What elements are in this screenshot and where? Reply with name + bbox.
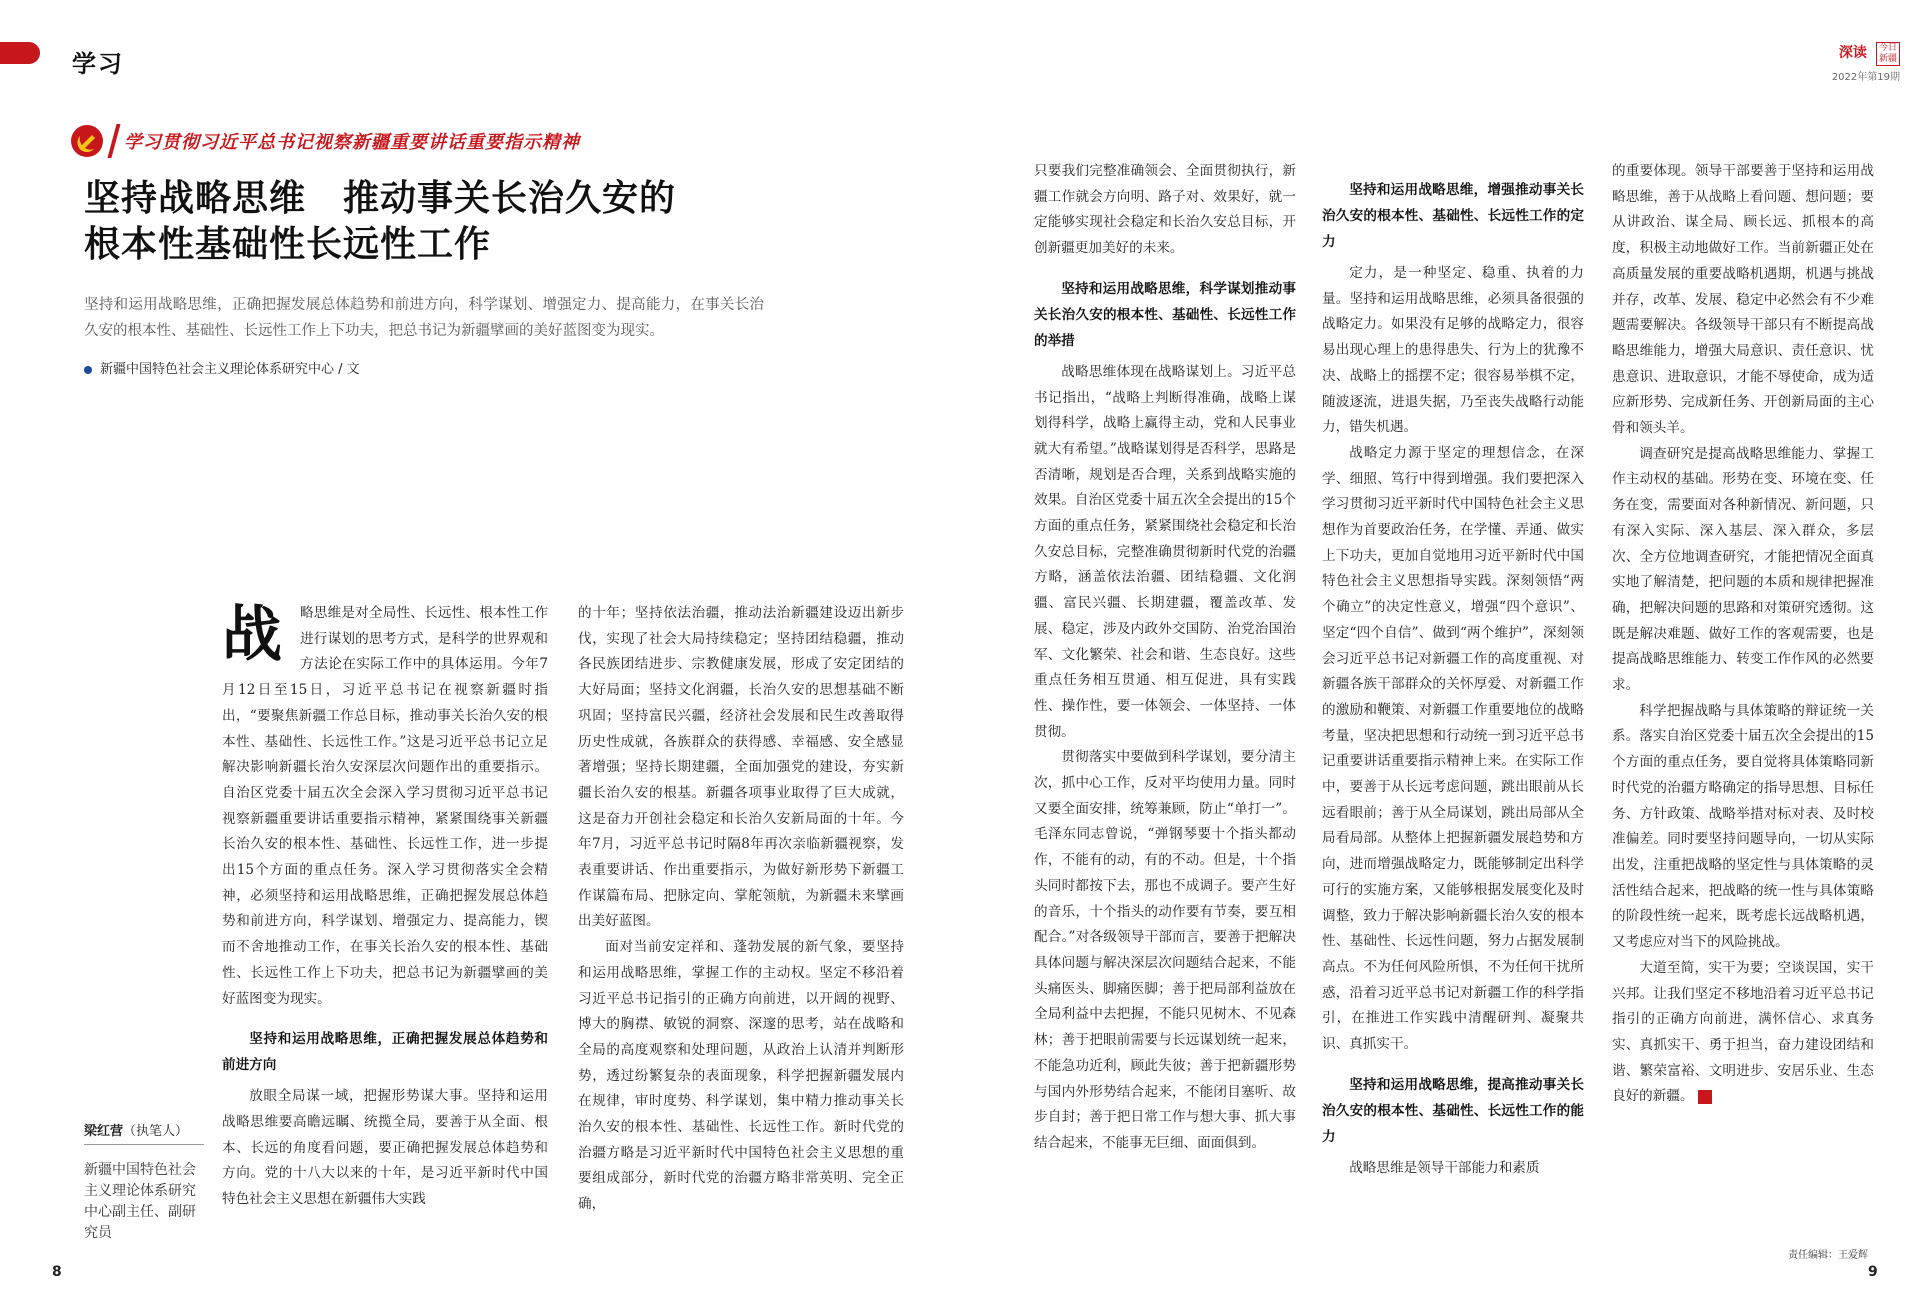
title-line-1: 坚持战略思维 推动事关长治久安的 xyxy=(84,178,677,219)
byline-dot-icon xyxy=(84,366,92,374)
paragraph: 调查研究是提高战略思维能力、掌握工作主动权的基础。形势在变、环境在变、任务在变，需要面对各种新情况、新问题，只有深入实际、深入基层、深入群众，多层次、全方位地调查研究，才能把情况全面真实地了解清楚，把问题的本质和规律把握准确，把解决问题的思路和对策研究透彻。这既是解决难题、做好工作的客观需要，也是提高战略思维能力、转变工作作风的必然要求。 xyxy=(1612,445,1874,694)
magazine-brand xyxy=(1832,42,1900,83)
paragraph: 战略定力源于坚定的理想信念，在深学、细照、笃行中得到增强。我们要把深入学习贯彻习近平新时代中国特色社会主义思想作为首要政治任务，在学懂、弄通、做实上下功夫，更加自觉地用习近平新时代中国特色社会主义思想指导实践。深刻领悟“两个确立”的决定性意义，增强“四个意识”、坚定“四个自信”、做到“两个维护”，深刻领会习近平总书记对新疆工作的高度重视、对新疆各族干部群众的关怀厚爱、对新疆工作的激励和鞭策、对新疆工作重要地位的战略考量，坚决把思想和行动统一到习近平总书记重要讲话重要指示精神上来。在实际工作中，要善于从长远考虑问题，跳出眼前从长远看眼前；善于从全局谋划，跳出局部从全局看局部。从整体上把握新疆发展趋势和方向，进而增强战略定力，既能够制定出科学可行的实施方案，又能够根据发展变化及时调整，致力于解决影响新疆长治久安的根本性、基础性、长远性问题，努力占据发展制高点。不为任何风险所惧，不为任何干扰所惑，沿着习近平总书记对新疆工作的科学指引，在推进工作实践中清醒研判、凝聚共识、真抓实干。 xyxy=(1322,444,1584,1053)
brand-logo-box: 今日新疆 xyxy=(1876,42,1900,66)
author-divider xyxy=(84,1144,204,1145)
paragraph: 放眼全局谋一域，把握形势谋大事。坚持和运用战略思维要高瞻远瞩、统揽全局，要善于从全面、根本、长远的角度看问题，要正确把握发展总体趋势和方向。党的十八大以来的十年，是习近平新时代中国特色社会主义思想在新疆伟大实践 xyxy=(222,1088,548,1208)
party-emblem-icon xyxy=(70,124,104,158)
title-line-2: 根本性基础性长远性工作 xyxy=(84,224,492,265)
section-heading: 坚持和运用战略思维，正确把握发展总体趋势和前进方向 xyxy=(222,1031,548,1074)
author-name xyxy=(84,1120,188,1139)
paragraph: 只要我们完整准确领会、全面贯彻执行，新疆工作就会方向明、路子对、效果好，就一定能够实现社会稳定和长治久安总目标，开创新疆更加美好的未来。 xyxy=(1034,163,1296,257)
drop-cap: 战 xyxy=(222,601,282,670)
article-column-5 xyxy=(1612,159,1874,1249)
article-column-3 xyxy=(1034,159,1296,1249)
issue-number: 2022年第19期 xyxy=(1831,72,1900,83)
paragraph-text: 大道至简，实干为要；空谈误国，实干兴邦。让我们坚定不移地沿着习近平总书记指引的正确方向前进，满怀信心、求真务实、真抓实干、勇于担当，奋力建设团结和谐、繁荣富裕、文明进步、安居乐业、生态良好的新疆。 xyxy=(1612,959,1874,1105)
paragraph: 战略思维体现在战略谋划上。习近平总书记指出，“战略上判断得准确，战略上谋划得科学，战略上赢得主动，党和人民事业就大有希望。”战略谋划得是否科学，思路是否清晰，规划是否合理，关系到战略实施的效果。自治区党委十届五次全会提出的15个方面的重点任务，紧紧围绕社会稳定和长治久安总目标，完整准确贯彻新时代党的治疆方略，涵盖依法治疆、团结稳疆、文化润疆、富民兴疆、长期建疆，覆盖改革、发展、稳定，涉及内政外交国防、治党治国治军、文化繁荣、社会和谐、生态良好。这些重点任务相互贯通、相互促进，具有实践性、操作性，要一体领会、一体坚持、一体贯彻。 xyxy=(1034,363,1296,740)
author-role: 新疆中国特色社会主义理论体系研究中心副主任、副研究员 xyxy=(84,1162,196,1241)
paragraph-final xyxy=(1612,956,1874,1110)
section-heading: 坚持和运用战略思维，增强推动事关长治久安的根本性、基础性、长远性工作的定力 xyxy=(1322,182,1584,250)
author-name-text: 梁红营 xyxy=(84,1124,124,1139)
section-heading: 坚持和运用战略思维，科学谋划推动事关长治久安的根本性、基础性、长远性工作的举措 xyxy=(1034,280,1296,349)
banner-divider xyxy=(107,124,120,158)
brand-name: 深读 xyxy=(1838,45,1867,61)
byline-text: 新疆中国特色社会主义理论体系研究中心 / 文 xyxy=(100,362,360,377)
paragraph: 定力，是一种坚定、稳重、执着的力量。坚持和运用战略思维，必须具备很强的战略定力。如果没有足够的战略定力，很容易出现心理上的患得患失、行为上的犹豫不决、战略上的摇摆不定；很容易举棋不定，随波逐流，进退失据，乃至丧失战略行动能力，错失机遇。 xyxy=(1322,265,1584,436)
article-column-1 xyxy=(222,601,548,1241)
paragraph: 贯彻落实中要做到科学谋划，要分清主次，抓中心工作，反对平均使用力量。同时又要全面安排，统筹兼顾，防止“单打一”。毛泽东同志曾说，“弹钢琴要十个指头都动作，不能有的动，有的不动。但是，十个指头同时都按下去，那也不成调子。要产生好的音乐，十个指头的动作要有节奏，要互相配合。”对各级领导干部而言，要善于把解决具体问题与解决深层次问题结合起来，不能头痛医头、脚痛医脚；善于把局部利益放在全局利益中去把握，不能只见树木、不见森林；善于把眼前需要与长远谋划统一起来，不能急功近利，顾此失彼；善于把新疆形势与国内外形势结合起来，不能闭目塞听、故步自封；善于把日常工作与想大事、抓大事结合起来，不能事无巨细、面面俱到。 xyxy=(1034,749,1296,1151)
section-name: 学习 xyxy=(72,50,124,78)
author-note: （执笔人） xyxy=(123,1124,189,1139)
paragraph: 略思维是对全局性、长远性、根本性工作进行谋划的思考方式，是科学的世界观和方法论在实际工作中的具体运用。今年7月12日至15日，习近平总书记在视察新疆时指出，“要聚焦新疆工作总目标，推动事关长治久安的根本性、基础性、长远性工作。”这是习近平总书记立足解决影响新疆长治久安深层次问题作出的重要指示。自治区党委十届五次全会深入学习贯彻习近平总书记视察新疆重要讲话重要指示精神，紧紧围绕事关新疆长治久安的根本性、基础性、长远性工作，进一步提出15个方面的重点任务。深入学习贯彻落实全会精神，必须坚持和运用战略思维，正确把握发展总体趋势和前进方向，科学谋划、增强定力、提高能力，锲而不舍地推动工作，在事关长治久安的根本性、基础性、长远性工作上下功夫，把总书记为新疆擘画的美好蓝图变为现实。 xyxy=(222,605,548,1007)
article-column-4 xyxy=(1322,171,1584,1249)
paragraph: 战略思维是领导干部能力和素质 xyxy=(1349,1159,1540,1176)
series-banner: 学习贯彻习近平总书记视察新疆重要讲话重要指示精神 xyxy=(124,132,580,153)
paragraph: 科学把握战略与具体策略的辩证统一关系。落实自治区党委十届五次全会提出的15个方面的重点任务，要自觉将具体策略同新时代党的治疆方略确定的指导思想、目标任务、方针政策、战略举措对标对表、及时校准偏差。同时要坚持问题导向，一切从实际出发，注重把战略的坚定性与具体策略的灵活性结合起来，把战略的统一性与具体策略的阶段性统一起来，既考虑长远战略机遇，又考虑应对当下的风险挑战。 xyxy=(1612,702,1874,951)
section-tab-marker xyxy=(0,42,40,64)
article-column-2 xyxy=(578,601,904,1241)
article-lede: 坚持和运用战略思维，正确把握发展总体趋势和前进方向，科学谋划、增强定力、提高能力，在事关长治久安的根本性、基础性、长远性工作上下功夫，把总书记为新疆擘画的美好蓝图变为现实。 xyxy=(84,297,764,339)
paragraph: 的重要体现。领导干部要善于坚持和运用战略思维，善于从战略上看问题、想问题；要从讲政治、谋全局、顾长远、抓根本的高度，积极主动地做好工作。当前新疆正处在高质量发展的重要战略机遇期，机遇与挑战并存，改革、发展、稳定中必然会有不少难题需要解决。各级领导干部只有不断提高战略思维能力，增强大局意识、责任意识、忧患意识、进取意识，才能不辱使命，成为适应新形势、完成新任务、开创新局面的主心骨和领头羊。 xyxy=(1612,163,1874,437)
section-heading: 坚持和运用战略思维，提高推动事关长治久安的根本性、基础性、长远性工作的能力 xyxy=(1322,1076,1584,1145)
page-number-left: 8 xyxy=(52,1264,62,1280)
byline xyxy=(84,358,360,377)
paragraph: 面对当前安定祥和、蓬勃发展的新气象，要坚持和运用战略思维，掌握工作的主动权。坚定不移沿着习近平总书记指引的正确方向前进，以开阔的视野、博大的胸襟、敏锐的洞察、深邃的思考，站在战略和全局的高度观察和处理问题，从政治上认清并判断形势，透过纷繁复杂的表面现象，科学把握新疆发展内在规律，审时度势、科学谋划，集中精力推动事关长治久安的根本性、基础性、长远性工作。新时代党的治疆方略是习近平新时代中国特色社会主义思想的重要组成部分，新时代党的治疆方略非常英明、完全正确， xyxy=(578,939,904,1213)
end-mark-icon: J xyxy=(1698,1090,1712,1104)
page-number-right: 9 xyxy=(1868,1264,1878,1280)
editor-credit: 责任编辑：王爱辉 xyxy=(1788,1250,1868,1261)
article-title xyxy=(84,176,784,268)
paragraph: 的十年；坚持依法治疆，推动法治新疆建设迈出新步伐，实现了社会大局持续稳定；坚持团结稳疆，推动各民族团结进步、宗教健康发展，形成了安定团结的大好局面；坚持文化润疆，长治久安的思想基础不断巩固；坚持富民兴疆，经济社会发展和民生改善取得历史性成就，各族群众的获得感、幸福感、安全感显著增强；坚持长期建疆，全面加强党的建设，夯实新疆长治久安的根基。新疆各项事业取得了巨大成就，这是奋力开创社会稳定和长治久安新局面的十年。今年7月，习近平总书记时隔8年再次亲临新疆视察，发表重要讲话、作出重要指示，为做好新形势下新疆工作谋篇布局、把脉定向、掌舵领航，为新疆未来擘画出美好蓝图。 xyxy=(578,605,904,930)
